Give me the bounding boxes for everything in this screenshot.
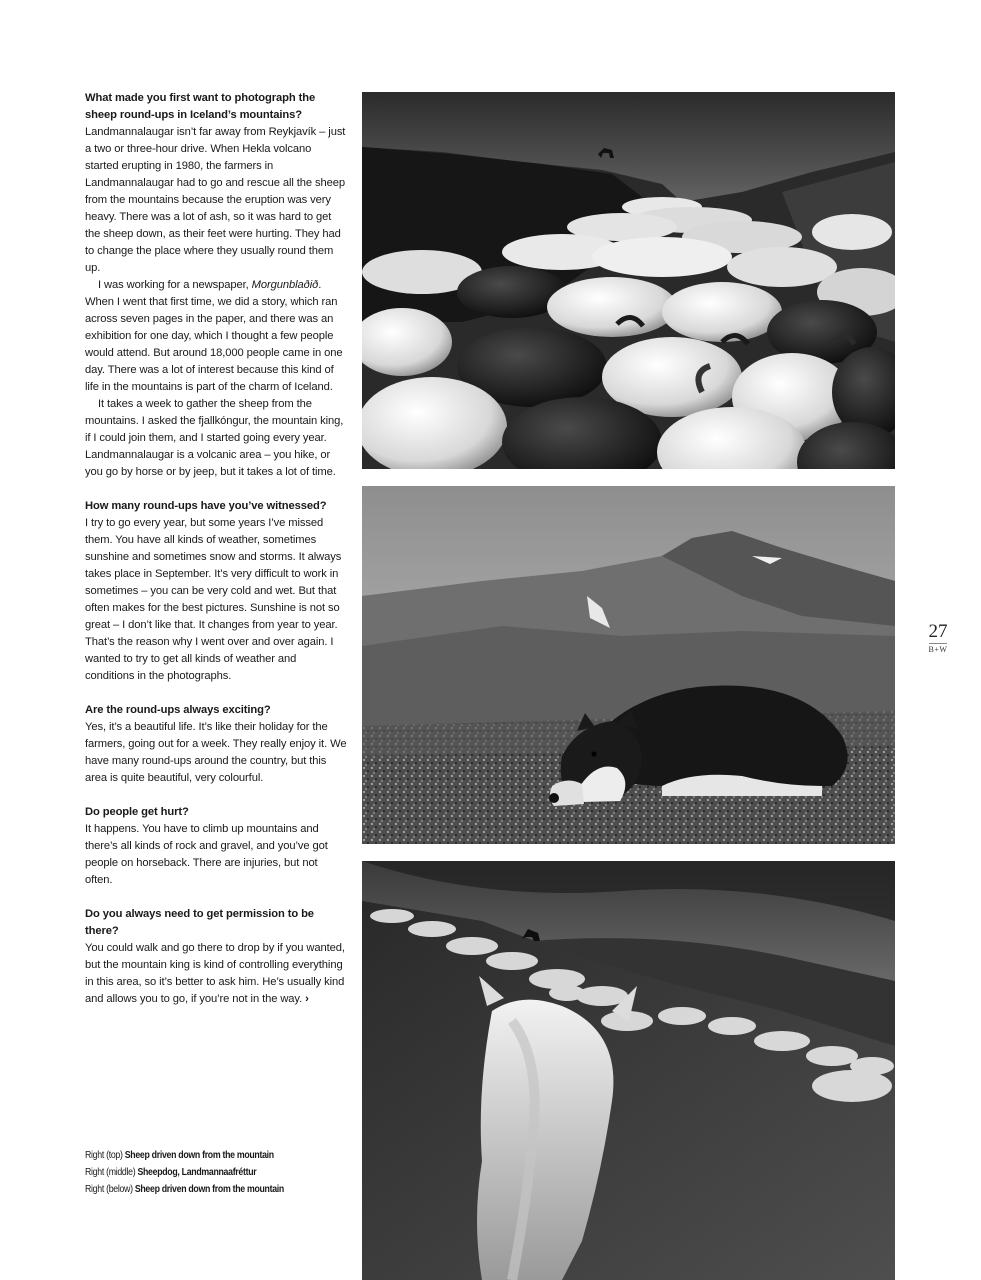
photo-sheepdog-middle-image bbox=[362, 486, 895, 844]
question-3: Are the round-ups always exciting? bbox=[85, 704, 271, 716]
photo-sheep-herd-top bbox=[362, 92, 895, 469]
qa-section-5 bbox=[85, 906, 347, 1008]
photo-sheep-herd-top-image bbox=[362, 92, 895, 469]
answer-1-paragraph-2-rest: . When I went that first time, we did a story, which ran across seven pages in the paper, and there was an exhibition for one day, which I thought a few people would attend. But around 18,000 people came in one day. There was a lot of interest because this kind of life in the mountains is part of the charm of Iceland. bbox=[85, 279, 343, 393]
magazine-name: B+W bbox=[928, 645, 948, 654]
caption-top-text: Sheep driven down from the mountain bbox=[124, 1150, 274, 1161]
caption-below bbox=[85, 1181, 310, 1198]
question-5: Do you always need to get permission to be there? bbox=[85, 908, 314, 937]
answer-2: I try to go every year, but some years I’ve missed them. You have all kinds of weather, sometimes sunshine and sometimes snow and storms. It always takes place in September. It’s very difficult to work in sometimes – you can be very cold and wet. But that often makes for the best pictures. Sunshine is not so great – I don’t like that. It changes from year to year. That’s the reason why I went over and over again. I wanted to try to get all kinds of weather and conditions in the photographs. bbox=[85, 517, 342, 682]
answer-1-paragraph-2-start: I was working for a newspaper, bbox=[98, 279, 252, 291]
question-2: How many round-ups have you’ve witnessed? bbox=[85, 500, 327, 512]
question-4: Do people get hurt? bbox=[85, 806, 189, 818]
caption-middle-text: Sheepdog, Landmannaafréttur bbox=[137, 1167, 257, 1178]
photo-sheepdog-middle bbox=[362, 486, 895, 844]
qa-section-4 bbox=[85, 804, 347, 889]
answer-3: Yes, it’s a beautiful life. It’s like their holiday for the farmers, going out for a week. They really enjoy it. We have many round-ups around the country, but this area is quite beautiful, very colourful. bbox=[85, 721, 347, 784]
caption-middle bbox=[85, 1164, 310, 1181]
answer-5 bbox=[85, 940, 347, 1008]
photo-horse-sheep-below bbox=[362, 861, 895, 1280]
caption-middle-position: Right (middle) bbox=[85, 1167, 138, 1178]
continue-arrow-icon: › bbox=[302, 993, 309, 1005]
caption-below-position: Right (below) bbox=[85, 1184, 135, 1195]
photo-horse-sheep-below-image bbox=[362, 861, 895, 1280]
newspaper-name: Morgunblaðið bbox=[251, 279, 319, 291]
caption-below-text: Sheep driven down from the mountain bbox=[134, 1184, 284, 1195]
qa-section-1 bbox=[85, 90, 347, 481]
answer-4: It happens. You have to climb up mountains and there’s all kinds of rock and gravel, and you’ve got people on horseback. There are injuries, but not often. bbox=[85, 823, 328, 886]
answer-1-paragraph-1: Landmannalaugar isn’t far away from Reykjavík – just a two or three-hour drive. When Hekla volcano started erupting in 1980, the farmers in Landmannalaugar had to go and rescue all the sheep from the mountains because the eruption was very heavy. There was a lot of ash, so it was hard to get the sheep down, as their feet were hurting. They had to change the place where they usually round them up. bbox=[85, 126, 346, 274]
article-body bbox=[85, 90, 347, 1025]
page-number: 27 bbox=[928, 621, 948, 642]
photo-captions bbox=[85, 1147, 310, 1198]
qa-section-3 bbox=[85, 702, 347, 787]
page-folio bbox=[922, 622, 954, 654]
caption-top-position: Right (top) bbox=[85, 1150, 125, 1161]
answer-1-paragraph-2 bbox=[85, 277, 347, 396]
qa-section-2 bbox=[85, 498, 347, 685]
answer-5-text: You could walk and go there to drop by if you wanted, but the mountain king is kind of controlling everything in this area, so it’s better to ask him. He’s usually kind and allows you to go, if you’re not in the way. bbox=[85, 942, 345, 1005]
question-1: What made you first want to photograph the sheep round-ups in Iceland’s mountains? bbox=[85, 92, 316, 121]
answer-1-paragraph-3: It takes a week to gather the sheep from the mountains. I asked the fjallkóngur, the mountain king, if I could join them, and I started going every year. Landmannalaugar is a volcanic area – you hike, or you go by horse or by jeep, but it takes a lot of time. bbox=[85, 398, 344, 478]
caption-top bbox=[85, 1147, 310, 1164]
folio-divider bbox=[929, 643, 947, 644]
